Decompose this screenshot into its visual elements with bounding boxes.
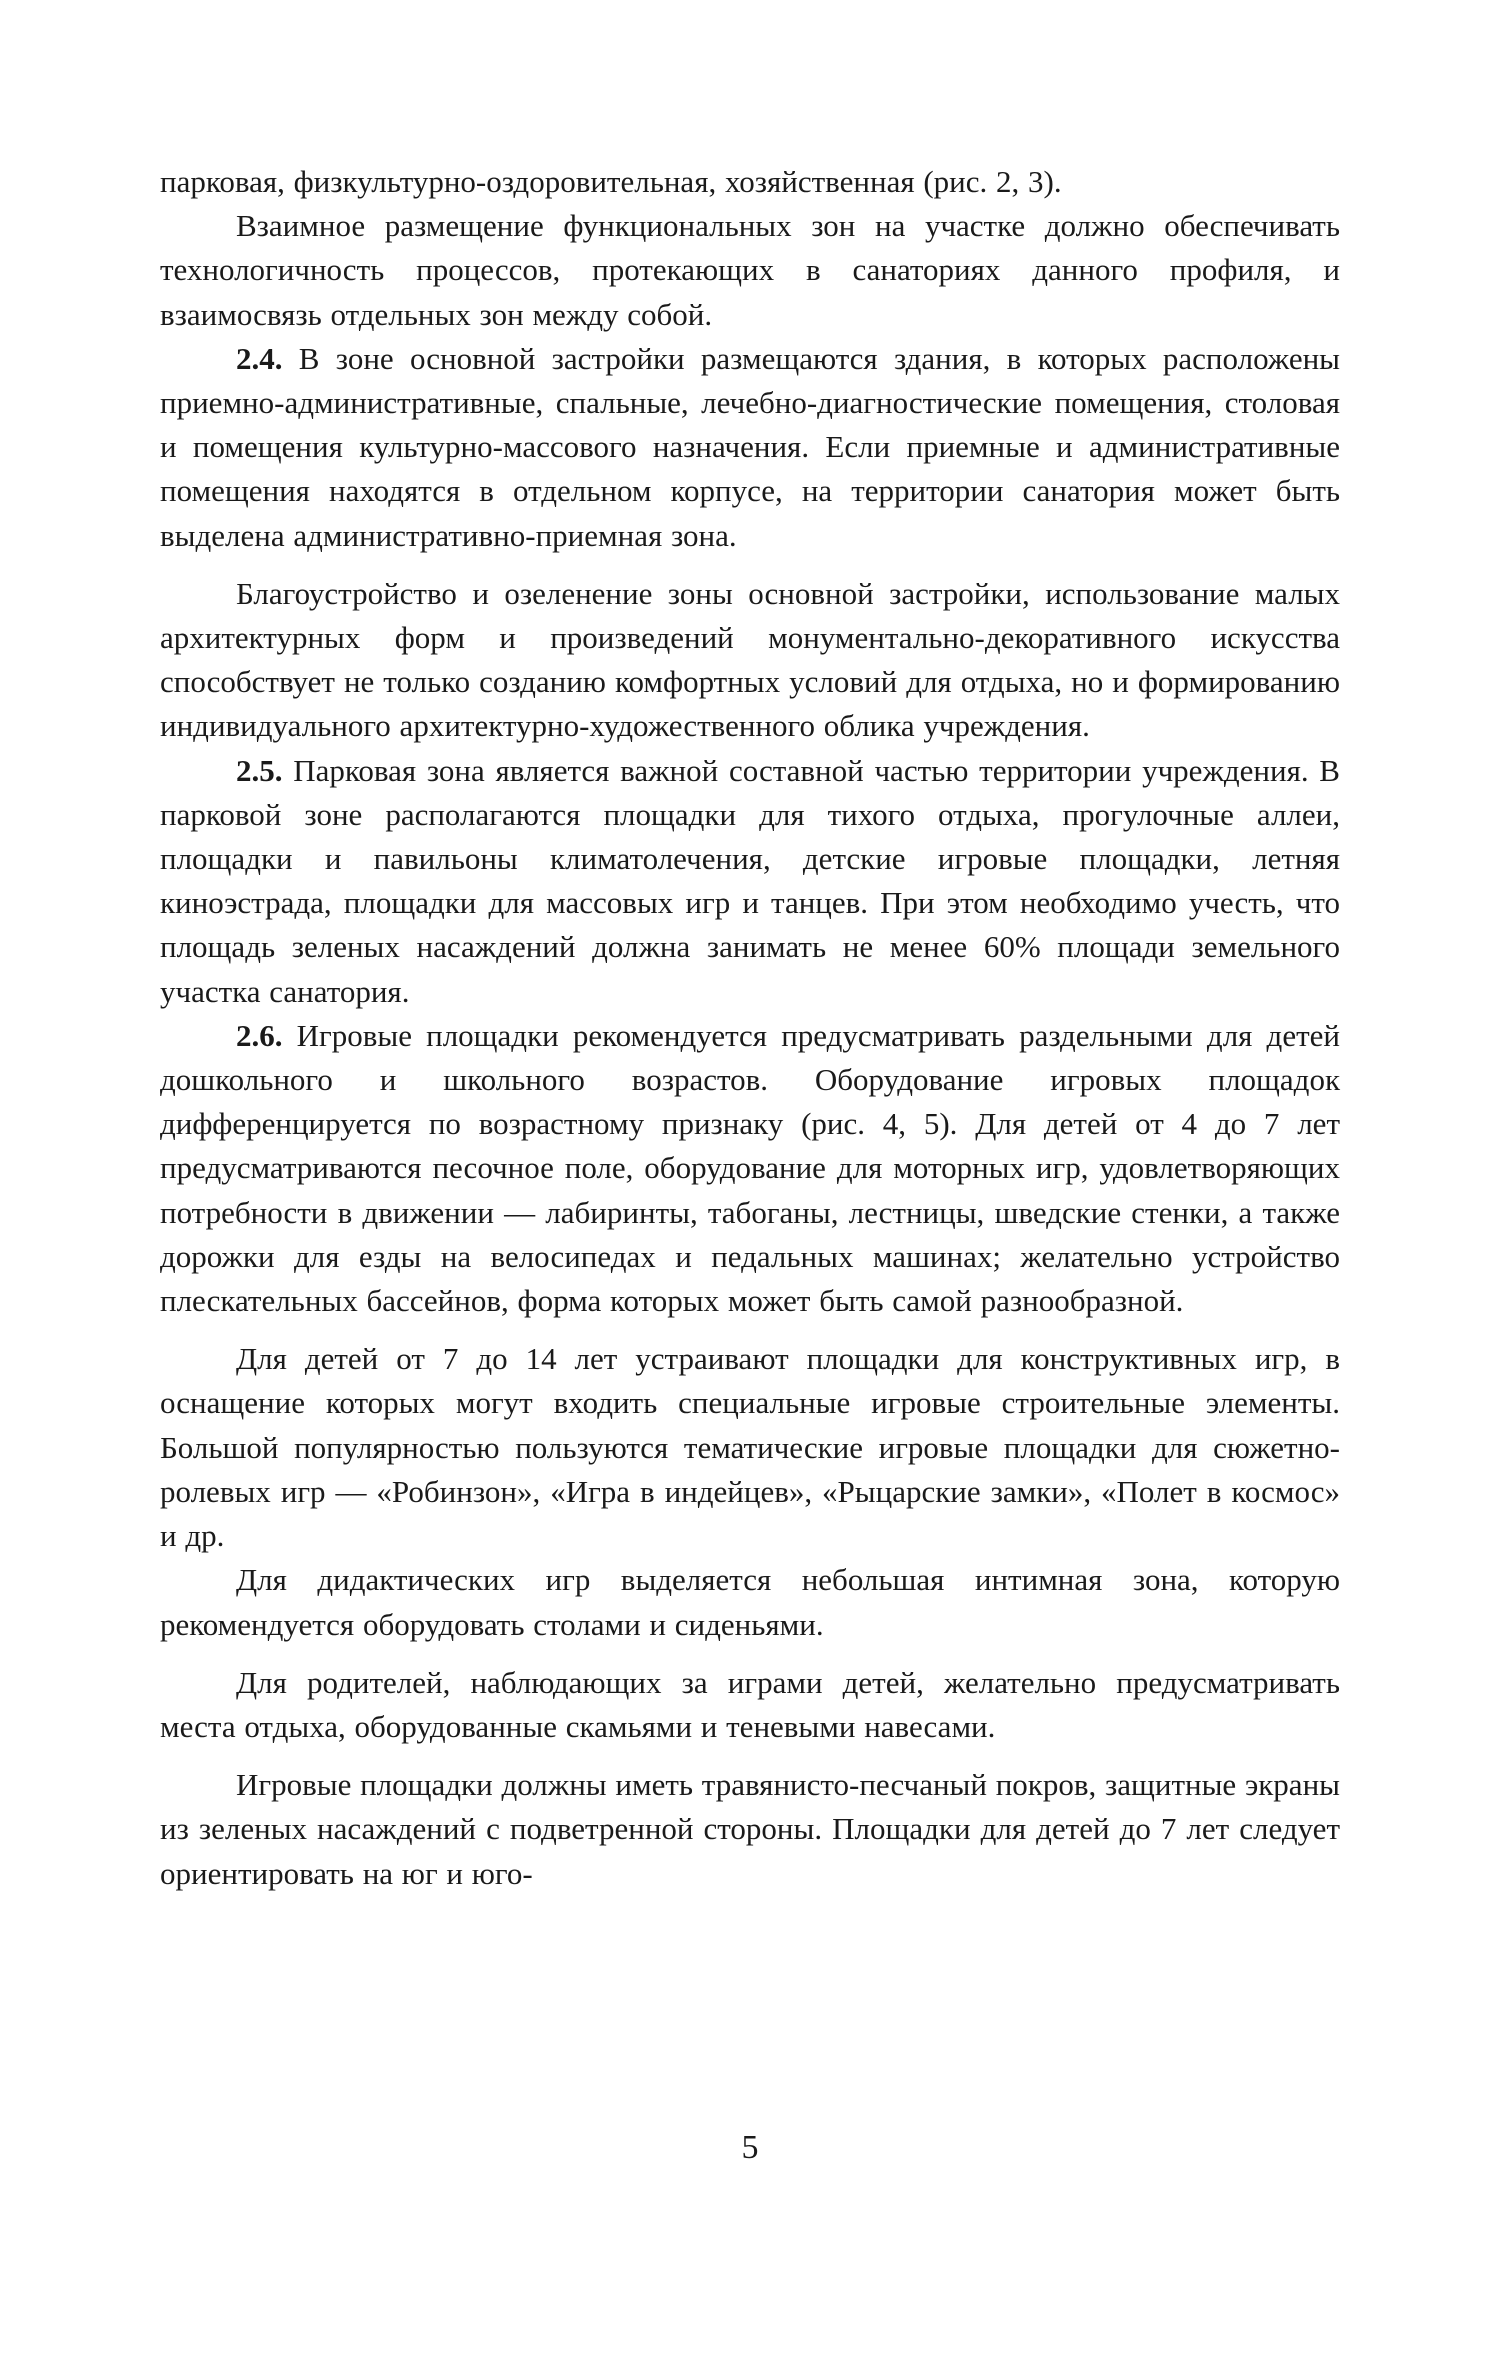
section-2-6 [160,1014,1340,1323]
paragraph-text: Благоустройство и озеленение зоны основной застройки, использование малых архитектурных форм и произведений монументально-декоративного искусства способствует не только созданию комфортных условий для отдыха, но и формированию индивидуального архитектурно-художественного облика учреждения. [160,575,1340,744]
section-number: 2.4. [236,340,283,376]
paragraph-text: Игровые площадки рекомендуется предусматривать раздельными для детей дошкольного и школьного возрастов. Оборудование игровых площадок дифференцируется по возрастному признаку (рис. 4, 5). Для детей от 4 до 7 лет предусматриваются песочное поле, оборудование для моторных игр, удовлетворяющих потребности в движении — лабиринты, табоганы, лестницы, шведские стенки, а также дорожки для езды на велосипедах и педальных машинах; желательно устройство плескательных бассейнов, форма которых может быть самой разнообразной. [160,1017,1340,1319]
paragraph-text: Взаимное размещение функциональных зон на участке должно обеспечивать технологичность процессов, протекающих в санаториях данного профиля, и взаимосвязь отдельных зон между собой. [160,208,1340,332]
paragraph-continuation [160,160,1340,204]
section-number: 2.6. [236,1017,283,1053]
section-2-4 [160,337,1340,558]
paragraph-text: Для детей от 7 до 14 лет устраивают площадки для конструктивных игр, в оснащение которых могут входить специальные игровые строительные элементы. Большой популярностью пользуются тематические игровые площадки для сюжетно-ролевых игр — «Робинзон», «Игра в индейцев», «Рыцарские замки», «Полет в космос» и др. [160,1341,1340,1554]
paragraph-text: Игровые площадки должны иметь травянисто-песчаный покров, защитные экраны из зеленых насаждений с подветренной стороны. Площадки для детей до 7 лет следует ориентировать на юг и юго- [160,1767,1340,1891]
document-page [160,160,1340,1896]
paragraph-text: Парковая зона является важной составной частью территории учреждения. В парковой зоне располагаются площадки для тихого отдыха, прогулочные аллеи, площадки и павильоны климатолечения, детские игровые площадки, летняя киноэстрада, площадки для массовых игр и танцев. При этом необходимо учесть, что площадь зеленых насаждений должна занимать не менее 60% площади земельного участка санатория. [160,752,1340,1009]
paragraph-parents [160,1661,1340,1749]
section-2-5 [160,749,1340,1014]
paragraph-zone-placement [160,204,1340,337]
paragraph-text: Для родителей, наблюдающих за играми детей, желательно предусматривать места отдыха, оборудованные скамьями и теневыми навесами. [160,1664,1340,1744]
paragraph-older-children [160,1337,1340,1558]
page-number: 5 [741,2129,759,2166]
paragraph-landscaping [160,572,1340,749]
paragraph-text: В зоне основной застройки размещаются здания, в которых расположены приемно-административные, спальные, лечебно-диагностические помещения, столовая и помещения культурно-массового назначения. Если приемные и административные помещения находятся в отдельном корпусе, на территории санатория может быть выделена административно-приемная зона. [160,340,1340,553]
section-number: 2.5. [236,752,283,788]
paragraph-text: парковая, физкультурно-оздоровительная, хозяйственная (рис. 2, 3). [160,164,1062,199]
paragraph-text: Для дидактических игр выделяется небольшая интимная зона, которую рекомендуется оборудовать столами и сиденьями. [160,1562,1340,1642]
paragraph-didactic-games [160,1558,1340,1646]
paragraph-surface [160,1763,1340,1896]
